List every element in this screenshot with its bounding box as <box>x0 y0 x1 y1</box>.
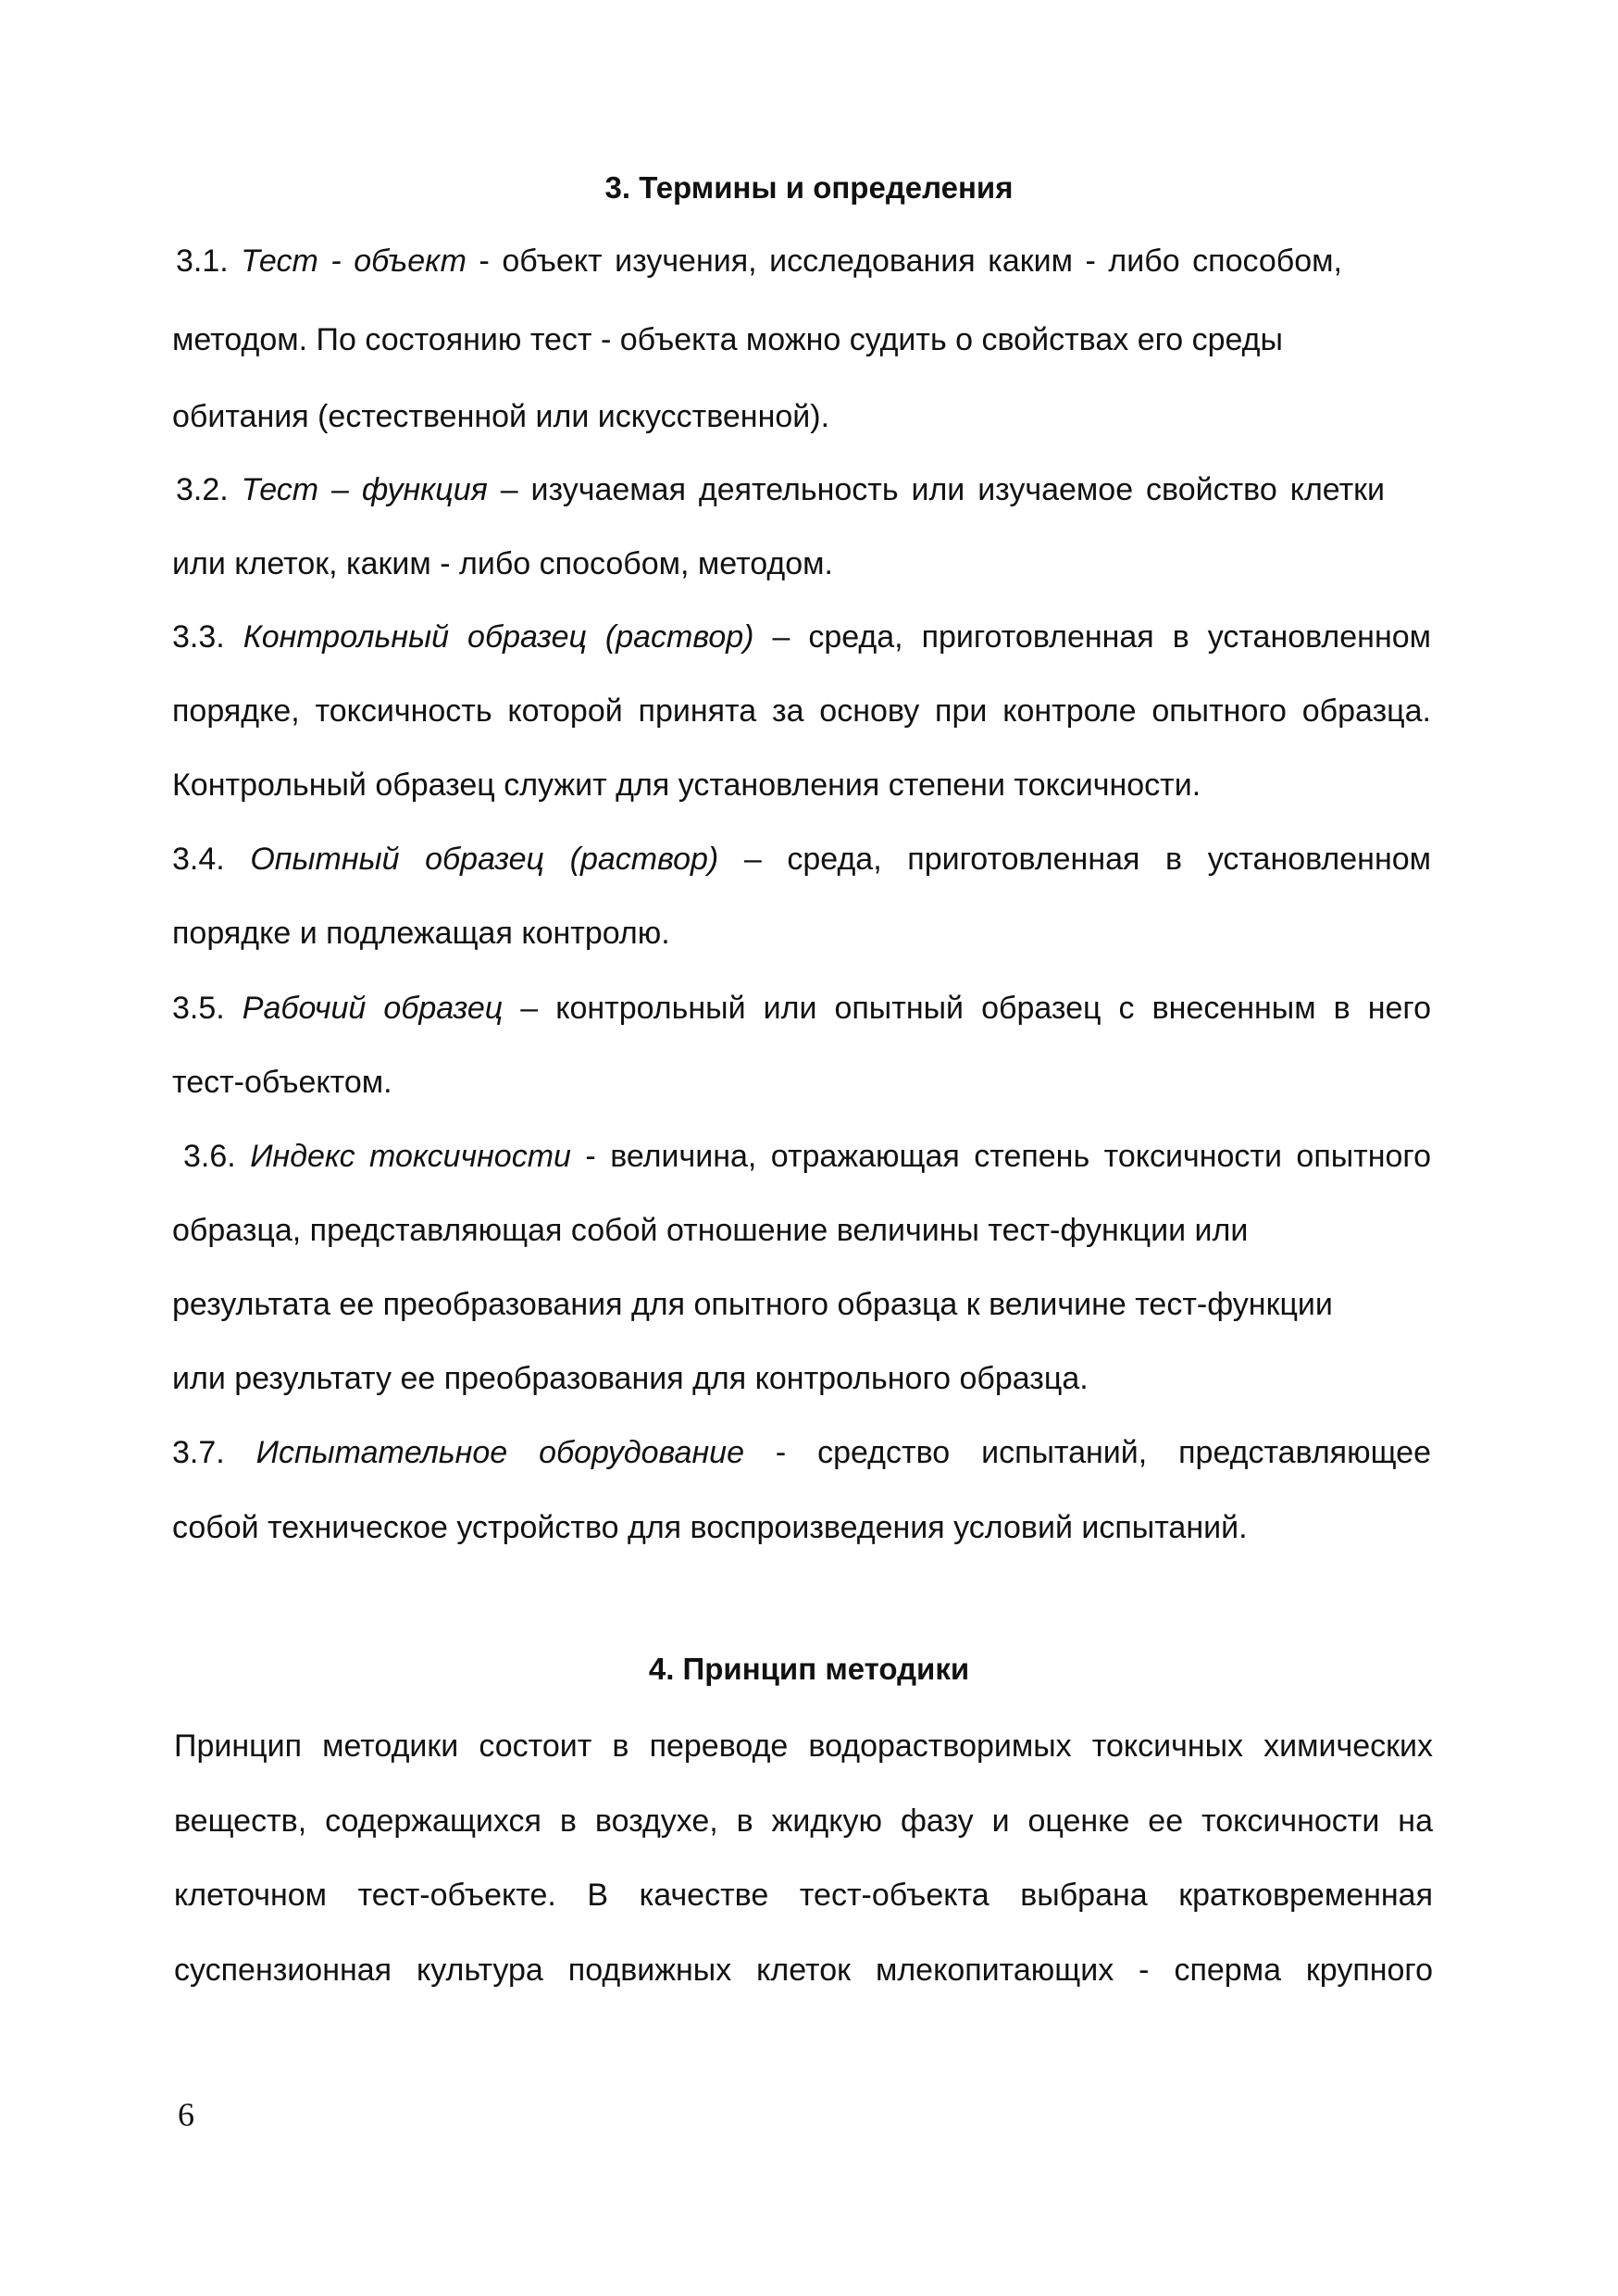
section-3-heading: 3. Термины и определения <box>604 170 1014 205</box>
item-3-6-line: или результату ее преобразования для контрольного образца. <box>172 1361 1089 1396</box>
item-3-3-line: Контрольный образец служит для установления степени токсичности. <box>172 767 1201 803</box>
section-4-line: суспензионная культура подвижных клеток млекопитающих - сперма крупного <box>174 1953 1433 1988</box>
item-3-7-term: Испытательное оборудование <box>255 1435 744 1470</box>
item-3-6-definition: - величина, отражающая степень токсичности опытного <box>570 1139 1431 1174</box>
item-3-5-term: Рабочий образец <box>242 991 504 1026</box>
item-3-6-number: 3.6. <box>183 1139 236 1174</box>
item-3-3-line: порядке, токсичность которой принята за основу при контроле опытного образца. <box>172 693 1431 729</box>
item-3-3-first-line <box>172 618 1431 655</box>
item-3-7-definition: - средство испытаний, представляющее <box>743 1435 1431 1470</box>
item-3-1-line: методом. По состоянию тест - объекта можно судить о свойствах его среды <box>172 322 1283 357</box>
item-3-2-term: Тест – функция <box>241 472 488 507</box>
item-3-3-term: Контрольный образец (раствор) <box>243 619 754 655</box>
item-3-4-number: 3.4. <box>172 842 225 877</box>
item-3-6-line: образца, представляющая собой отношение величины тест-функции или <box>172 1213 1249 1248</box>
section-4-line: веществ, содержащихся в воздухе, в жидкую фазу и оценке ее токсичности на <box>174 1803 1433 1839</box>
item-3-7-line: собой техническое устройство для воспроизведения условий испытаний. <box>172 1510 1248 1545</box>
item-3-1-term: Тест - объект <box>241 243 467 279</box>
section-4-line: клеточном тест-объекте. В качестве тест-объекта выбрана кратковременная <box>174 1878 1433 1913</box>
item-3-5-number: 3.5. <box>172 991 225 1026</box>
item-3-3-number: 3.3. <box>172 619 225 655</box>
page-number: 6 <box>178 2096 194 2133</box>
item-3-4-definition: – среда, приготовленная в установленном <box>718 842 1432 877</box>
item-3-1-number: 3.1. <box>176 243 229 279</box>
item-3-2-number: 3.2. <box>176 472 229 507</box>
item-3-2-line: или клеток, каким - либо способом, методом. <box>172 546 833 581</box>
item-3-3-definition: – среда, приготовленная в установленном <box>753 619 1431 655</box>
item-3-7-number: 3.7. <box>172 1435 225 1470</box>
item-3-1-first-line <box>176 243 1342 280</box>
item-3-6-term: Индекс токсичности <box>250 1139 571 1174</box>
item-3-5-definition: – контрольный или опытный образец с внесенным в него <box>503 991 1431 1026</box>
item-3-2-definition: – изучаемая деятельность или изучаемое свойство клетки <box>487 472 1386 507</box>
item-3-4-line: порядке и подлежащая контролю. <box>172 916 670 951</box>
item-3-2-first-line <box>176 471 1385 508</box>
item-3-4-first-line <box>172 841 1431 878</box>
item-3-6-first-line <box>183 1138 1431 1175</box>
item-3-5-first-line <box>172 990 1431 1027</box>
item-3-1-definition: - объект изучения, исследования каким - либо способом, <box>466 243 1342 279</box>
section-4-heading: 4. Принцип методики <box>648 1652 970 1686</box>
item-3-7-first-line <box>172 1434 1431 1471</box>
item-3-1-line: обитания (естественной или искусственной). <box>172 399 830 434</box>
item-3-5-line: тест-объектом. <box>172 1065 392 1100</box>
item-3-6-line: результата ее преобразования для опытного образца к величине тест-функции <box>172 1287 1333 1322</box>
item-3-4-term: Опытный образец (раствор) <box>250 842 719 877</box>
section-4-line: Принцип методики состоит в переводе водорастворимых токсичных химических <box>174 1728 1433 1764</box>
